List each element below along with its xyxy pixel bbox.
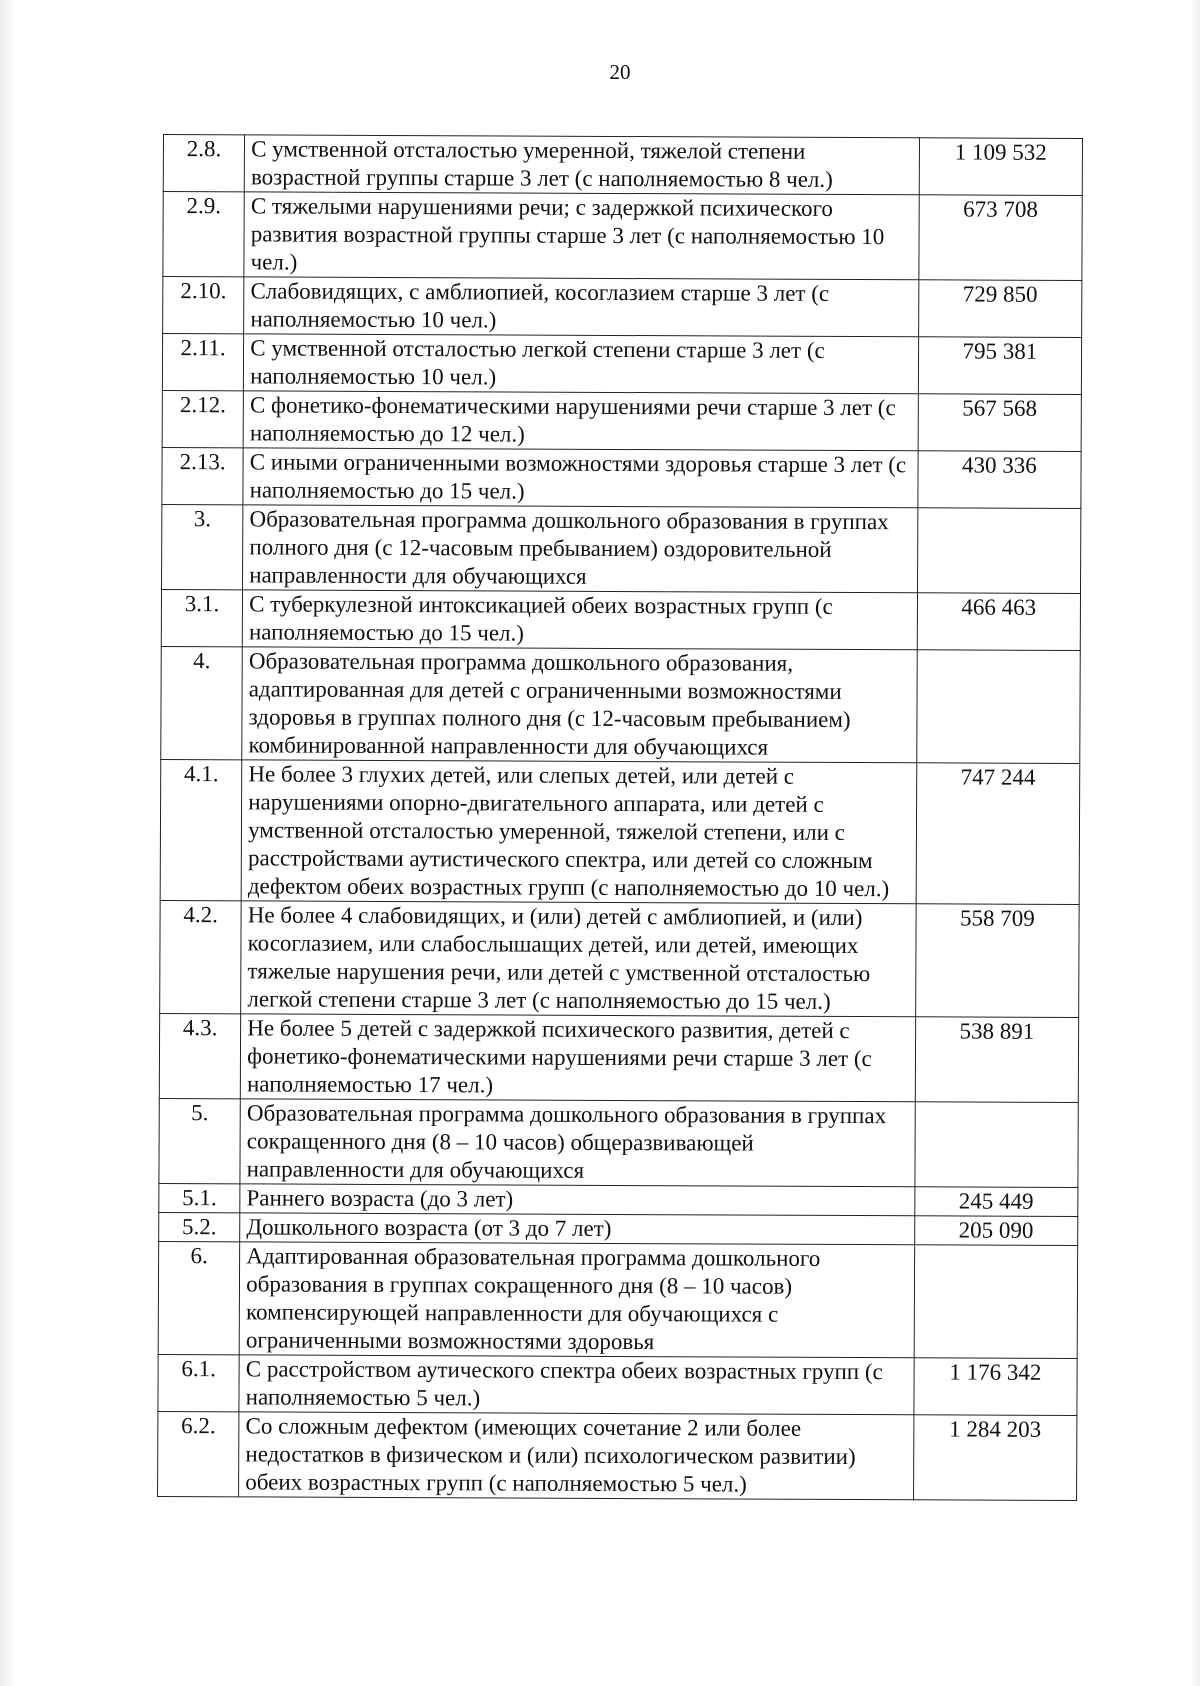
row-number: 5.2. [159,1212,240,1241]
row-number: 2.8. [163,135,244,192]
row-value: 1 284 203 [913,1415,1077,1501]
row-description: Образовательная программа дошкольного образования, адаптированная для детей с ограниченными возможностями здоровья в группах полного дня (с 12-часовым пребыванием) комбинированной направленности для обучающихся [242,647,917,763]
table-row [159,1013,1078,1102]
row-value: 795 381 [918,337,1082,395]
row-description: С иными ограниченными возможностями здоровья старше 3 лет (с наполняемостью до 15 чел.) [243,448,918,508]
row-number: 2.13. [162,447,243,504]
table-row [160,900,1079,1017]
row-number: 5. [159,1098,241,1183]
row-value: 747 244 [916,763,1080,905]
row-value [914,1245,1078,1359]
row-description: Не более 3 глухих детей, или слепых детей, или детей с нарушениями опорно-двигательного аппарата, или детей с умственной отсталостью умеренной, тяжелой степени, или с расстройствами аутистического спектра, или детей со сложным дефектом обеих возрастных групп (с наполняемостью до 10 чел.) [241,760,916,904]
table-row [162,390,1081,451]
row-description: С туберкулезной интоксикацией обеих возрастных групп (с наполняемостью до 15 чел.) [242,590,917,650]
row-value [916,650,1080,764]
table-row-section [158,1241,1077,1358]
row-number: 3.1. [161,589,242,646]
row-description: С расстройством аутического спектра обеих возрастных групп (с наполняемостью 5 чел.) [239,1355,914,1415]
row-number: 2.11. [162,334,243,391]
row-number: 4. [161,646,243,759]
table-row [161,589,1080,650]
scan-edge-left [0,0,14,1686]
row-value: 673 708 [918,195,1082,281]
row-value: 729 850 [918,280,1082,338]
row-description: Адаптированная образовательная программа дошкольного образования в группах сокращенного дня (8 – 10 часов) компенсирующей направленности для обучающихся с ограниченными возможностями здоровья [239,1242,914,1358]
table-row [162,447,1081,508]
row-number: 2.10. [163,277,244,334]
page-number: 20 [609,60,631,84]
table-row [163,277,1082,338]
tariff-table-body [158,135,1083,1501]
row-description: Образовательная программа дошкольного образования в группах сокращенного дня (8 – 10 часов) общеразвивающей направленности для обучающихся [240,1099,915,1187]
scan-edge-right [1190,0,1200,1686]
row-description: Не более 5 детей с задержкой психического развития, детей с фонетико-фонематическими нарушениями речи старше 3 лет (с наполняемостью 17 чел.) [240,1014,915,1102]
row-value: 205 090 [914,1216,1077,1246]
row-number: 6.2. [158,1411,240,1496]
row-value: 567 568 [918,394,1082,452]
row-number: 4.3. [159,1013,241,1098]
table-row [159,1183,1078,1216]
row-description: С тяжелыми нарушениями речи; с задержкой психического развития возрастной группы старше 3 лет (с наполняемостью 10 чел.) [244,192,919,280]
row-number: 4.1. [160,759,242,900]
row-description: Не более 4 слабовидящих, и (или) детей с амблиопией, и (или) косоглазием, или слабослышащих детей, или детей, имеющих тяжелые нарушения речи, или детей с умственной отсталостью легкой степени старше 3 лет (с наполняемостью до 15 чел.) [241,901,916,1017]
row-description: Со сложным дефектом (имеющих сочетание 2 или более недостатков в физическом и (или) психологическом развитии) обеих возрастных групп (с наполняемостью 5 чел.) [239,1412,914,1500]
table-row [160,759,1080,904]
row-description: С умственной отсталостью умеренной, тяжелой степени возрастной группы старше 3 лет (с наполняемостью 8 чел.) [244,135,919,195]
row-description: Раннего возраста (до 3 лет) [240,1184,915,1216]
row-number: 6.1. [158,1354,239,1411]
row-number: 4.2. [160,900,242,1013]
row-value: 466 463 [917,593,1081,651]
table-row [162,334,1081,395]
row-value [917,508,1081,594]
row-number: 6. [158,1241,240,1354]
table-row [158,1354,1077,1415]
row-description: Слабовидящих, с амблиопией, косоглазием старше 3 лет (с наполняемостью 10 чел.) [244,277,919,337]
row-value: 245 449 [914,1187,1078,1217]
row-value: 430 336 [918,451,1082,509]
table-row-section [162,504,1081,593]
row-value: 538 891 [915,1017,1079,1103]
row-description: Дошкольного возраста (от 3 до 7 лет) [240,1213,915,1245]
row-number: 3. [162,504,244,589]
row-description: С фонетико-фонематическими нарушениями речи старше 3 лет (с наполняемостью до 12 чел.) [243,391,918,451]
row-value: 1 109 532 [919,138,1083,196]
table-row [158,1411,1077,1500]
table-row [163,192,1082,281]
table-row-section [159,1098,1078,1187]
row-description: С умственной отсталостью легкой степени старше 3 лет (с наполняемостью 10 чел.) [244,334,919,394]
table-row [163,135,1082,196]
row-value [915,1102,1079,1188]
row-number: 2.12. [162,390,243,447]
table-row-section [161,646,1080,763]
table-row [159,1212,1078,1245]
row-value: 558 709 [915,904,1079,1018]
row-number: 2.9. [163,192,245,277]
row-number: 5.1. [159,1183,240,1212]
tariff-table [157,134,1083,1501]
row-value: 1 176 342 [914,1358,1078,1416]
row-description: Образовательная программа дошкольного образования в группах полного дня (с 12-часовым пребыванием) оздоровительной направленности для обучающихся [243,505,918,593]
